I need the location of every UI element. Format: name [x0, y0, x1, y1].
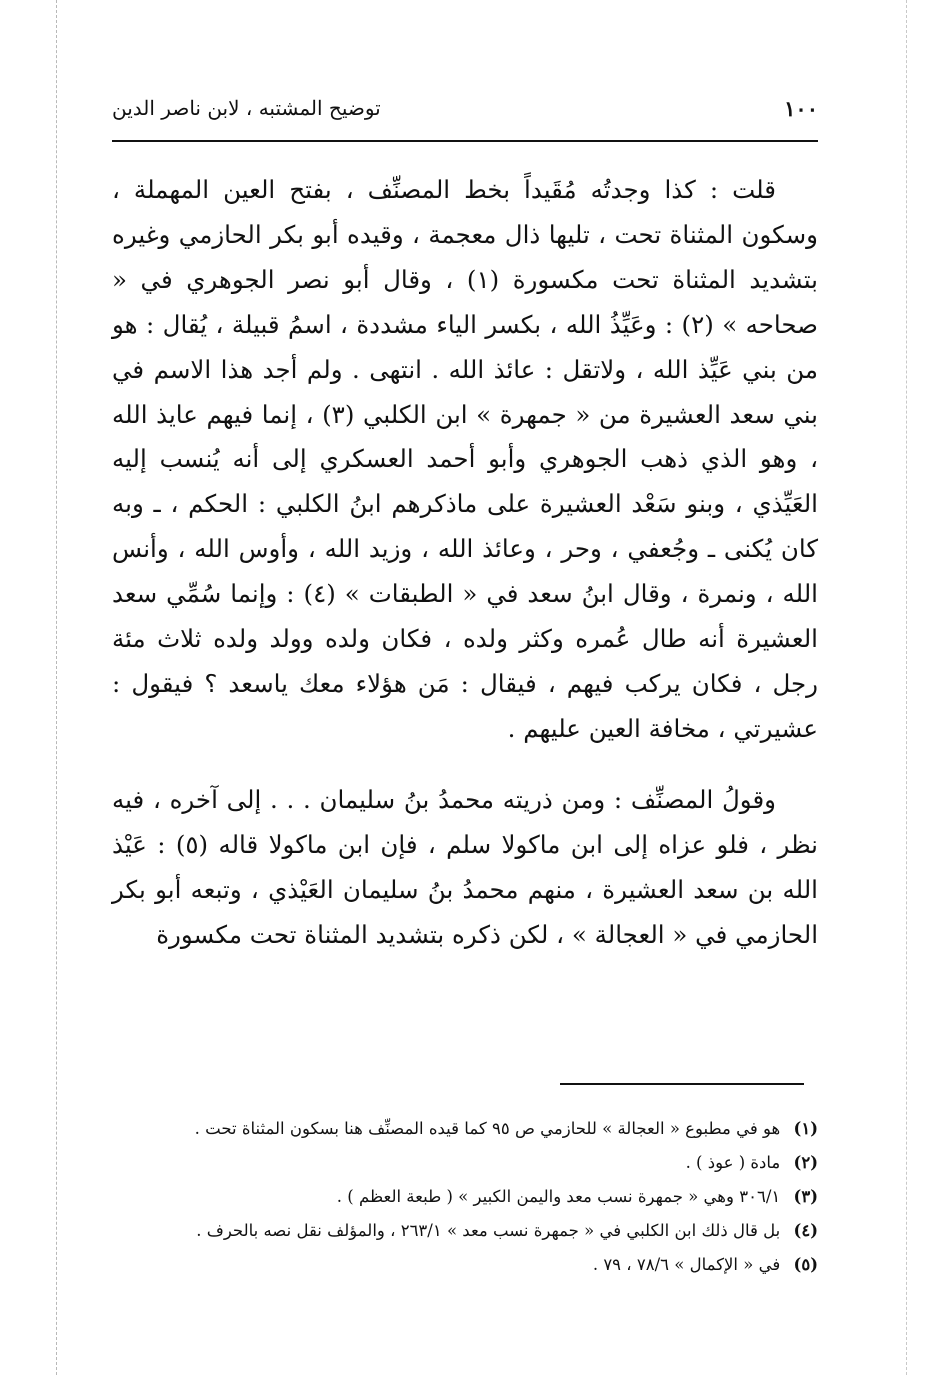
scan-edge-left — [56, 0, 57, 1375]
footnote-number: (٥) — [793, 1255, 818, 1274]
footnote-text: هو في مطبوع « العجالة » للحازمي ص ٩٥ كما قيده المصنِّف هنا بسكون المثناة تحت . — [194, 1119, 781, 1138]
footnote-text: في « الإكمال » ٧٨/٦ ، ٧٩ . — [592, 1255, 781, 1274]
page-number: ١٠٠ — [784, 96, 818, 121]
footnote-number: (٢) — [793, 1153, 818, 1172]
footnote-number: (٤) — [793, 1221, 818, 1240]
footnote-number: (١) — [793, 1119, 818, 1138]
paragraph-2: وقولُ المصنِّف : ومن ذريته محمدُ بنُ سليمان . . . إلى آخره ، فيه نظر ، فلو عزاه إلى ابن ماكولا سلم ، فإن ابن ماكولا قاله (٥) : عَيْذ الله بن سعد العشيرة ، منهم محمدُ بنُ سليمان العَيْذي ، وتبعه أبو بكر الحازمي في « العجالة » ، لكن ذكره بتشديد المثناة تحت مكسورة — [112, 784, 818, 949]
main-text — [112, 168, 818, 957]
footnotes — [112, 1112, 818, 1282]
footnote-2 — [112, 1146, 818, 1180]
footnote-4 — [112, 1214, 818, 1248]
footnote-text: بل قال ذلك ابن الكلبي في « جمهرة نسب معد » ٢٦٣/١ ، والمؤلف نقل نصه بالحرف . — [196, 1221, 781, 1240]
paragraph-1: قلت : كذا وجدتُه مُقَيداً بخط المصنِّف ، بفتح العين المهملة ، وسكون المثناة تحت ، تليها ذال معجمة ، وقيده أبو بكر الحازمي وغيره بتشديد المثناة تحت مكسورة (١) ، وقال أبو نصر الجوهري في « صحاحه » (٢) : وعَيِّذُ الله ، بكسر الياء مشددة ، اسمُ قبيلة ، يُقال : هو من بني عَيِّذ الله ، ولاتقل : عائذ الله . انتهى . ولم أجد هذا الاسم في بني سعد العشيرة من « جمهرة » ابن الكلبي (٣) ، إنما فيهم عايذ الله ، وهو الذي ذهب الجوهري وأبو أحمد العسكري إلى أنه يُنسب إليه العَيِّذي ، وبنو سَعْد العشيرة على ماذكرهم ابنُ الكلبي : الحكم ، ـ وبه كان يُكنى ـ وجُعفي ، وحر ، وعائذ الله ، وزيد الله ، وأوس الله ، وأنس الله ، ونمرة ، وقال ابنُ سعد في « الطبقات » (٤) : وإنما سُمِّي سعد العشيرة أنه طال عُمره وكثر ولده ، فكان ولده وولد ولده ثلاث مئة رجل ، فكان يركب فيهم ، فيقال : مَن هؤلاء معك ياسعد ؟ فيقول : عشيرتي ، مخافة العين عليهم . — [112, 175, 818, 743]
footnote-3 — [112, 1180, 818, 1214]
footnote-1 — [112, 1112, 818, 1146]
page-header — [112, 92, 818, 132]
running-title: توضيح المشتبه ، لابن ناصر الدين — [112, 96, 381, 120]
footnote-rule — [560, 1083, 804, 1085]
scan-edge-right — [906, 0, 907, 1375]
footnote-text: ٣٠٦/١ وهي « جمهرة نسب معد واليمن الكبير » ( طبعة العظم ) . — [336, 1187, 781, 1206]
footnote-5 — [112, 1248, 818, 1282]
footnote-number: (٣) — [793, 1187, 818, 1206]
footnote-text: مادة ( عوذ ) . — [685, 1153, 781, 1172]
header-rule — [112, 140, 818, 142]
